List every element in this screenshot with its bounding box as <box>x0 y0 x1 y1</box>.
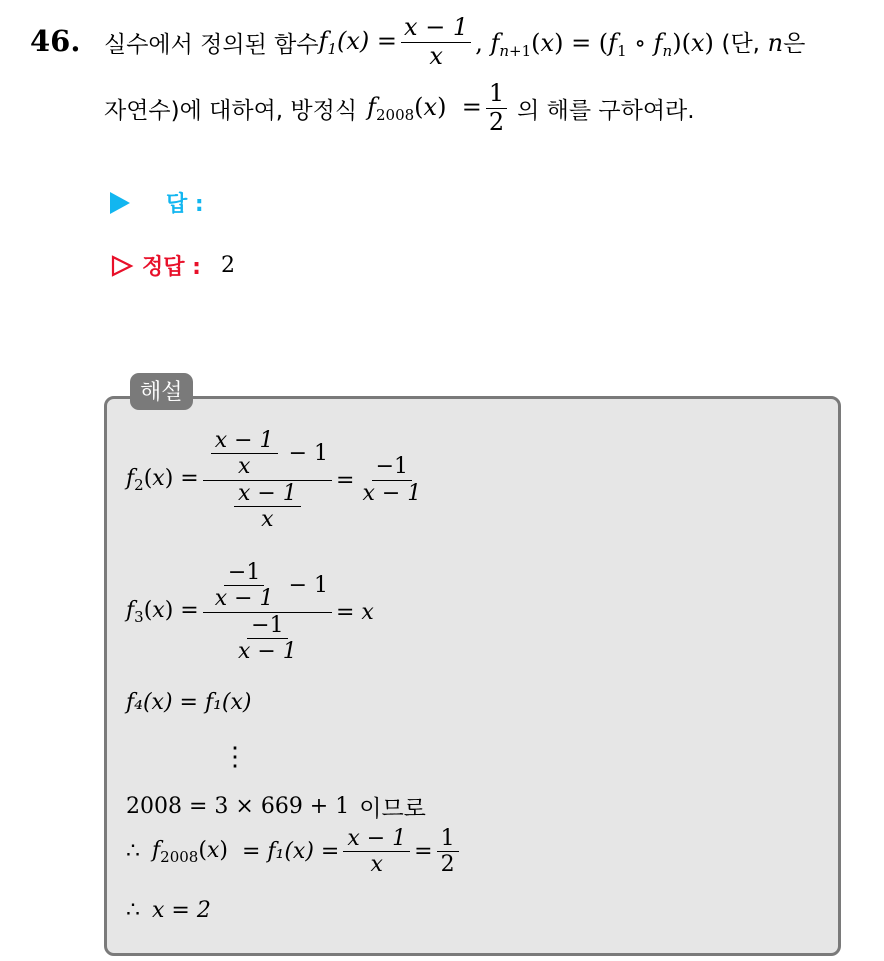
eq-f3: $f_3(x)$ = $\frac{-1}{x - 1}$ − 1 $\frac{-1}{x - 1}$ = x <box>126 560 374 664</box>
eq-f4: f₄(x) = f₁(x) <box>126 690 252 715</box>
line2-end: 의 해를 구하여라. <box>517 97 695 124</box>
eq-fraction: $\frac{1}{2}$ <box>486 80 507 136</box>
f2-result: $\frac{-1}{x - 1}$ <box>362 454 422 506</box>
recursion-def: , $f_{n+1}(x) = (f_1$ ∘ $f_n)(x)$ (단, n은 <box>475 28 806 60</box>
correct-answer-row <box>110 250 235 281</box>
eq-mod: 2008 = 3 × 669 + 1 이므로 <box>126 794 426 822</box>
problem-intro: 실수에서 정의된 함수 <box>104 31 319 58</box>
f1-symbol: $f_1(x)$ = <box>318 26 398 58</box>
eq-f2: $f_2(x)$ = $\frac{x - 1}{x}$ − 1 $\frac{x - 1}{x}$ = $\frac{-1}{x - 1}$ <box>126 428 429 532</box>
vdots: ⋮ <box>222 742 248 772</box>
outline-arrow-icon <box>110 254 134 278</box>
solution-tag: 해설 <box>130 373 193 410</box>
eq-answer: ∴ x = 2 <box>126 898 211 923</box>
problem-line-1 <box>104 14 805 70</box>
correct-label: 정답 : <box>142 255 201 280</box>
line2-start: 자연수)에 대하여, 방정식 <box>104 97 358 124</box>
answer-label: 답 : <box>166 192 204 217</box>
problem-line-2 <box>104 80 695 136</box>
correct-value: 2 <box>220 253 235 278</box>
play-arrow-icon <box>110 192 130 214</box>
eq-final: ∴ $f_{2008}(x)$ = f₁(x) = $\frac{x - 1}{x}$ = $\frac{1}{2}$ <box>126 826 463 878</box>
answer-row <box>110 187 204 218</box>
f2-complex-fraction: $\frac{x - 1}{x}$ − 1 $\frac{x - 1}{x}$ <box>203 428 332 532</box>
f2008-symbol: $f_{2008}(x)$ = <box>367 92 482 124</box>
problem-number: 46. <box>30 24 81 58</box>
f3-complex-fraction: $\frac{-1}{x - 1}$ − 1 $\frac{-1}{x - 1}$ <box>203 560 332 664</box>
f1-fraction: $\frac{x - 1}{x}$ <box>401 14 471 70</box>
